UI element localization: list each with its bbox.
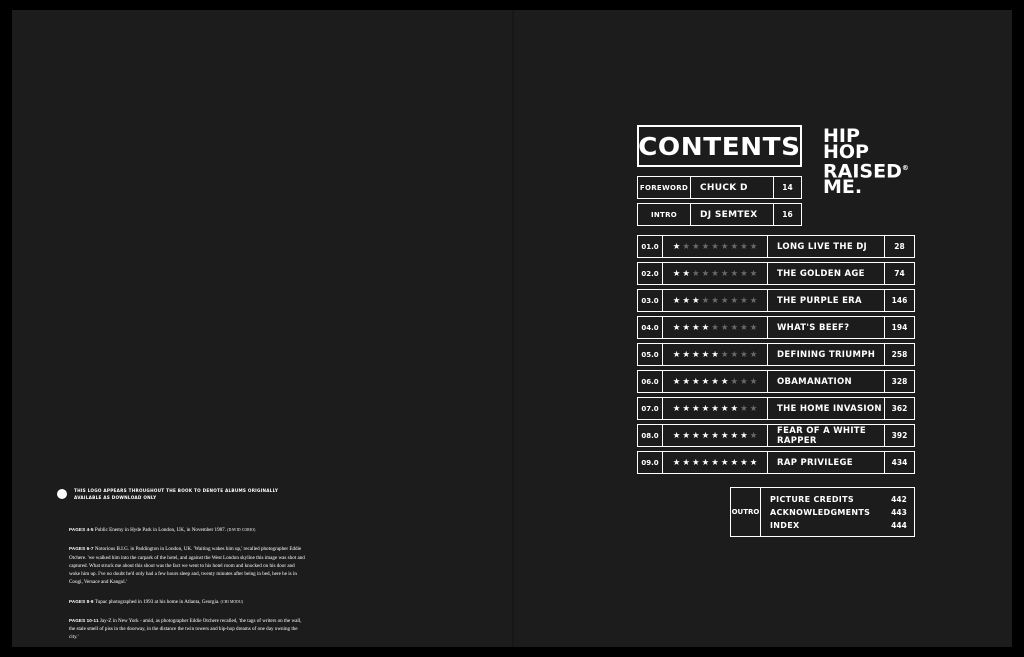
star-icon: ★ [749, 322, 758, 333]
star-icon: ★ [711, 430, 719, 441]
front-matter-row[interactable] [637, 203, 802, 226]
star-icon: ★ [740, 241, 748, 252]
star-icon: ★ [749, 349, 758, 360]
page-title: CONTENTS [638, 131, 801, 161]
star-icon: ★ [711, 241, 719, 252]
star-icon: ★ [730, 457, 739, 468]
outro-item[interactable] [770, 519, 914, 532]
chapter-row[interactable] [637, 262, 915, 285]
caption-credit: (CHI MODU) [220, 599, 244, 604]
chapter-number: 02.0 [637, 262, 663, 285]
chapter-title: THE PURPLE ERA [768, 289, 885, 312]
star-icon: ★ [672, 268, 681, 279]
chapter-number: 07.0 [637, 397, 663, 420]
star-icon: ★ [740, 403, 748, 414]
book-logo-line-2: HOP [823, 141, 869, 163]
caption-item [69, 617, 305, 642]
star-icon: ★ [749, 241, 758, 252]
chapter-title: LONG LIVE THE DJ [768, 235, 885, 258]
star-icon: ★ [691, 457, 700, 468]
contents-section [637, 125, 937, 537]
outro-item-name: ACKNOWLEDGMENTS [770, 507, 871, 517]
star-icon: ★ [711, 295, 719, 306]
star-icon: ★ [711, 322, 719, 333]
chapter-star-rating [663, 262, 768, 285]
star-icon: ★ [720, 349, 729, 360]
star-icon: ★ [682, 295, 690, 306]
star-icon: ★ [720, 322, 729, 333]
chapter-number: 03.0 [637, 289, 663, 312]
chapter-row[interactable] [637, 235, 915, 258]
star-icon: ★ [691, 430, 700, 441]
outro-item-page: 442 [891, 494, 907, 504]
chapter-number: 06.0 [637, 370, 663, 393]
chapter-title: RAP PRIVILEGE [768, 451, 885, 474]
chapter-title: THE HOME INVASION [768, 397, 885, 420]
photo-captions [69, 526, 305, 653]
chapter-star-rating [663, 343, 768, 366]
outro-label: OUTRO [730, 487, 761, 537]
star-icon: ★ [749, 268, 758, 279]
outro-item-name: PICTURE CREDITS [770, 494, 854, 504]
star-icon: ★ [740, 268, 748, 279]
star-icon: ★ [691, 322, 700, 333]
chapter-page-number: 28 [885, 235, 915, 258]
chapter-star-rating [663, 289, 768, 312]
caption-item [69, 526, 305, 534]
book-logo [823, 125, 909, 199]
star-icon: ★ [749, 295, 758, 306]
chapter-row[interactable] [637, 343, 915, 366]
star-icon: ★ [740, 430, 748, 441]
star-icon: ★ [691, 349, 700, 360]
star-icon: ★ [740, 322, 748, 333]
caption-item [69, 598, 305, 606]
star-icon: ★ [701, 295, 710, 306]
outro-list [761, 487, 915, 537]
star-icon: ★ [682, 268, 690, 279]
chapter-row[interactable] [637, 424, 915, 447]
star-icon: ★ [711, 403, 719, 414]
chapter-page-number: 328 [885, 370, 915, 393]
book-spread [12, 10, 1012, 647]
chapter-title: DEFINING TRIUMPH [768, 343, 885, 366]
outro-item-page: 443 [891, 507, 907, 517]
star-icon: ★ [730, 268, 739, 279]
star-icon: ★ [749, 430, 758, 441]
chapter-page-number: 434 [885, 451, 915, 474]
star-icon: ★ [672, 457, 681, 468]
download-only-logo-note [57, 488, 287, 501]
caption-text: Public Enemy in Hyde Park in London, UK, in November 1987. [94, 527, 226, 533]
star-icon: ★ [701, 349, 710, 360]
star-icon: ★ [740, 295, 748, 306]
chapter-star-rating [663, 451, 768, 474]
contents-heading-box [637, 125, 802, 167]
outro-item[interactable] [770, 506, 914, 519]
star-icon: ★ [701, 241, 710, 252]
chapter-row[interactable] [637, 370, 915, 393]
outro-item-name: INDEX [770, 520, 800, 530]
star-icon: ★ [682, 349, 690, 360]
front-matter-name: DJ SEMTEX [691, 203, 774, 226]
star-icon: ★ [711, 349, 719, 360]
star-icon: ★ [740, 349, 748, 360]
star-icon: ★ [682, 457, 690, 468]
star-icon: ★ [711, 457, 719, 468]
star-icon: ★ [749, 457, 758, 468]
caption-ref: PAGES 4-5 [69, 527, 94, 532]
star-icon: ★ [720, 241, 729, 252]
caption-text: Notorious B.I.G. in Paddington in London, UK. 'Waiting wakes him up,' recalled photographer Eddie Otchere. 'we walked him into the carpark of the hotel, and against the West London skyline this image was shot and captured. What struck me about this shoot was the fact we went to his hotel room and knocked on his door and woke him up. I've no doubt he'd only had a few hours sleep and, twenty minutes after being in bed, here he is in Coogi, Versace and Kangol.' [69, 546, 305, 586]
star-icon: ★ [682, 376, 690, 387]
star-icon: ★ [672, 403, 681, 414]
outro-block [730, 487, 915, 537]
chapter-page-number: 392 [885, 424, 915, 447]
star-icon: ★ [730, 403, 739, 414]
front-matter-name: CHUCK D [691, 176, 774, 199]
chapter-page-number: 194 [885, 316, 915, 339]
star-icon: ★ [701, 430, 710, 441]
star-icon: ★ [691, 403, 700, 414]
chapter-row[interactable] [637, 451, 915, 474]
front-matter-page: 14 [774, 176, 802, 199]
chapter-star-rating [663, 370, 768, 393]
chapter-page-number: 74 [885, 262, 915, 285]
star-icon: ★ [701, 457, 710, 468]
star-icon: ★ [672, 349, 681, 360]
star-icon: ★ [672, 376, 681, 387]
star-icon: ★ [672, 295, 681, 306]
caption-text: Jay-Z in New York - amid, as photographer Eddie Otchere recalled, 'the tags of writers on the wall, the stale smell of piss in the doorway, in the distance the twin towers and hip-hop dreams of one day owning the city.' [69, 617, 302, 641]
star-icon: ★ [672, 241, 681, 252]
front-matter-label: FOREWORD [637, 176, 691, 199]
star-icon: ★ [701, 322, 710, 333]
star-icon: ★ [691, 268, 700, 279]
star-icon: ★ [720, 295, 729, 306]
registered-mark-icon: ® [901, 164, 909, 172]
caption-ref: PAGES 8-9 [69, 598, 94, 604]
star-icon: ★ [691, 241, 700, 252]
chapter-number: 04.0 [637, 316, 663, 339]
caption-ref: PAGES 6-7 [69, 546, 94, 552]
chapter-number: 05.0 [637, 343, 663, 366]
star-icon: ★ [711, 268, 719, 279]
chapter-page-number: 362 [885, 397, 915, 420]
outro-item[interactable] [770, 493, 914, 506]
book-logo-line-1: HIP [823, 125, 860, 147]
chapter-number: 01.0 [637, 235, 663, 258]
star-icon: ★ [730, 430, 739, 441]
chapter-row[interactable] [637, 289, 915, 312]
chapter-number: 08.0 [637, 424, 663, 447]
star-icon: ★ [720, 268, 729, 279]
caption-credit: (DAVID CORIO) [227, 528, 256, 532]
star-icon: ★ [711, 376, 719, 387]
star-icon: ★ [730, 349, 739, 360]
chapter-page-number: 146 [885, 289, 915, 312]
star-icon: ★ [691, 376, 700, 387]
star-icon: ★ [730, 322, 739, 333]
caption-text: Tupac photographed in 1993 at his home in Atlanta, Georgia. [94, 598, 220, 605]
star-icon: ★ [682, 430, 690, 441]
star-icon: ★ [720, 403, 729, 414]
chapter-row[interactable] [637, 397, 915, 420]
star-icon: ★ [720, 457, 729, 468]
chapter-star-rating [663, 424, 768, 447]
star-icon: ★ [749, 403, 758, 414]
star-icon: ★ [682, 241, 690, 252]
star-icon: ★ [682, 322, 690, 333]
star-icon: ★ [749, 376, 758, 387]
download-badge-icon [57, 489, 67, 499]
star-icon: ★ [672, 322, 681, 333]
front-matter-label: INTRO [637, 203, 691, 226]
chapter-title: FEAR OF A WHITE RAPPER [768, 424, 885, 447]
spread-gutter [512, 10, 514, 647]
caption-item [69, 545, 305, 586]
star-icon: ★ [730, 241, 739, 252]
chapter-row[interactable] [637, 316, 915, 339]
chapter-star-rating [663, 316, 768, 339]
star-icon: ★ [701, 376, 710, 387]
chapter-title: OBAMANATION [768, 370, 885, 393]
chapter-page-number: 258 [885, 343, 915, 366]
chapter-title: WHAT'S BEEF? [768, 316, 885, 339]
caption-ref: PAGES 10-11 [69, 617, 99, 623]
book-logo-line-3: RAISED® [823, 160, 909, 183]
star-icon: ★ [740, 457, 748, 468]
star-icon: ★ [691, 295, 700, 306]
star-icon: ★ [701, 403, 710, 414]
front-matter-row[interactable] [637, 176, 802, 199]
star-icon: ★ [672, 430, 681, 441]
star-icon: ★ [720, 376, 729, 387]
star-icon: ★ [740, 376, 748, 387]
star-icon: ★ [701, 268, 710, 279]
star-icon: ★ [730, 295, 739, 306]
chapter-star-rating [663, 235, 768, 258]
star-icon: ★ [682, 403, 690, 414]
download-note-text: THIS LOGO APPEARS THROUGHOUT THE BOOK TO DENOTE ALBUMS ORIGINALLY AVAILABLE AS DOWNLOAD ONLY [74, 488, 279, 500]
chapter-star-rating [663, 397, 768, 420]
star-icon: ★ [730, 376, 739, 387]
front-matter-page: 16 [774, 203, 802, 226]
chapter-list [637, 235, 937, 474]
book-logo-line-4: ME. [823, 176, 863, 199]
star-icon: ★ [720, 430, 729, 441]
chapter-number: 09.0 [637, 451, 663, 474]
chapter-title: THE GOLDEN AGE [768, 262, 885, 285]
outro-item-page: 444 [891, 520, 907, 530]
